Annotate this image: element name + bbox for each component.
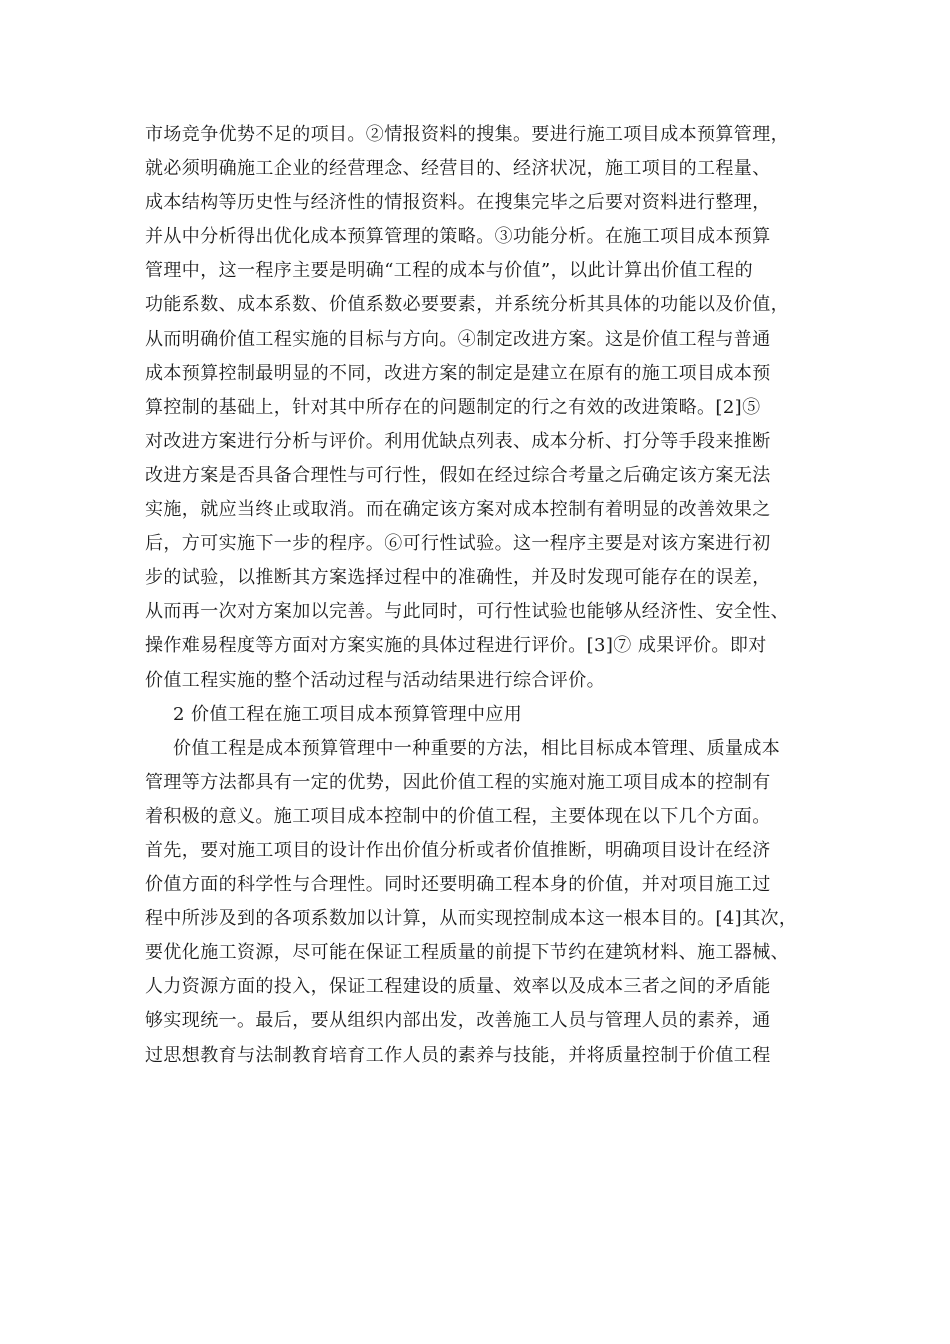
text-line: 市场竞争优势不足的项目。②情报资料的搜集。要进行施工项目成本预算管理， [145, 124, 789, 145]
text-line: 改进方案是否具备合理性与可行性，假如在经过综合考量之后确定该方案无法 [145, 464, 771, 486]
text-line: 对改进方案进行分析与评价。利用优缺点列表、成本分析、打分等手段来推断 [145, 430, 771, 452]
text-line: 够实现统一。最后，要从组织内部出发，改善施工人员与管理人员的素养，通 [145, 1010, 771, 1032]
paragraph-first-line: 价值工程是成本预算管理中一种重要的方法，相比目标成本管理、质量成本 [173, 737, 781, 759]
text-line: 要优化施工资源，尽可能在保证工程质量的前提下节约在建筑材料、施工器械、 [145, 942, 789, 964]
text-line: 步的试验，以推断其方案选择过程中的准确性，并及时发现可能存在的误差， [145, 567, 771, 589]
text-line: 首先，要对施工项目的设计作出价值分析或者价值推断，明确项目设计在经济 [145, 839, 771, 861]
body-text [145, 118, 845, 1073]
text-line: 过思想教育与法制教育培育工作人员的素养与技能，并将质量控制于价值工程 [145, 1044, 771, 1066]
text-line: 操作难易程度等方面对方案实施的具体过程进行评价。[3]⑦ 成果评价。即对 [145, 635, 767, 657]
text-line: 成本预算控制最明显的不同，改进方案的制定是建立在原有的施工项目成本预 [145, 362, 771, 384]
text-line: 价值方面的科学性与合理性。同时还要明确工程本身的价值，并对项目施工过 [145, 874, 771, 896]
text-line: 后，方可实施下一步的程序。⑥可行性试验。这一程序主要是对该方案进行初 [145, 533, 771, 555]
text-line: 程中所涉及到的各项系数加以计算，从而实现控制成本这一根本目的。[4]其次， [145, 908, 798, 930]
text-line: 算控制的基础上，针对其中所存在的问题制定的行之有效的改进策略。[2]⑤ [145, 396, 761, 418]
text-line: 功能系数、成本系数、价值系数必要要素，并系统分析其具体的功能以及价值， [145, 294, 789, 316]
text-line: 从而明确价值工程实施的目标与方向。④制定改进方案。这是价值工程与普通 [145, 328, 771, 350]
text-line: 就必须明确施工企业的经营理念、经营目的、经济状况，施工项目的工程量、 [145, 158, 771, 180]
text-line: 价值工程实施的整个活动过程与活动结果进行综合评价。 [145, 669, 605, 691]
text-line: 管理中，这一程序主要是明确“工程的成本与价值”，以此计算出价值工程的 [145, 260, 754, 282]
text-line: 人力资源方面的投入，保证工程建设的质量、效率以及成本三者之间的矛盾能 [145, 976, 771, 998]
text-line: 着积极的意义。施工项目成本控制中的价值工程，主要体现在以下几个方面。 [145, 805, 771, 827]
text-line: 并从中分析得出优化成本预算管理的策略。③功能分析。在施工项目成本预算 [145, 226, 771, 248]
text-line: 实施，就应当终止或取消。而在确定该方案对成本控制有着明显的改善效果之 [145, 499, 771, 521]
text-line: 管理等方法都具有一定的优势，因此价值工程的实施对施工项目成本的控制有 [145, 771, 771, 793]
text-line: 成本结构等历史性与经济性的情报资料。在搜集完毕之后要对资料进行整理， [145, 192, 771, 214]
section-heading: 2 价值工程在施工项目成本预算管理中应用 [173, 703, 523, 725]
text-line: 从而再一次对方案加以完善。与此同时，可行性试验也能够从经济性、安全性、 [145, 601, 789, 623]
